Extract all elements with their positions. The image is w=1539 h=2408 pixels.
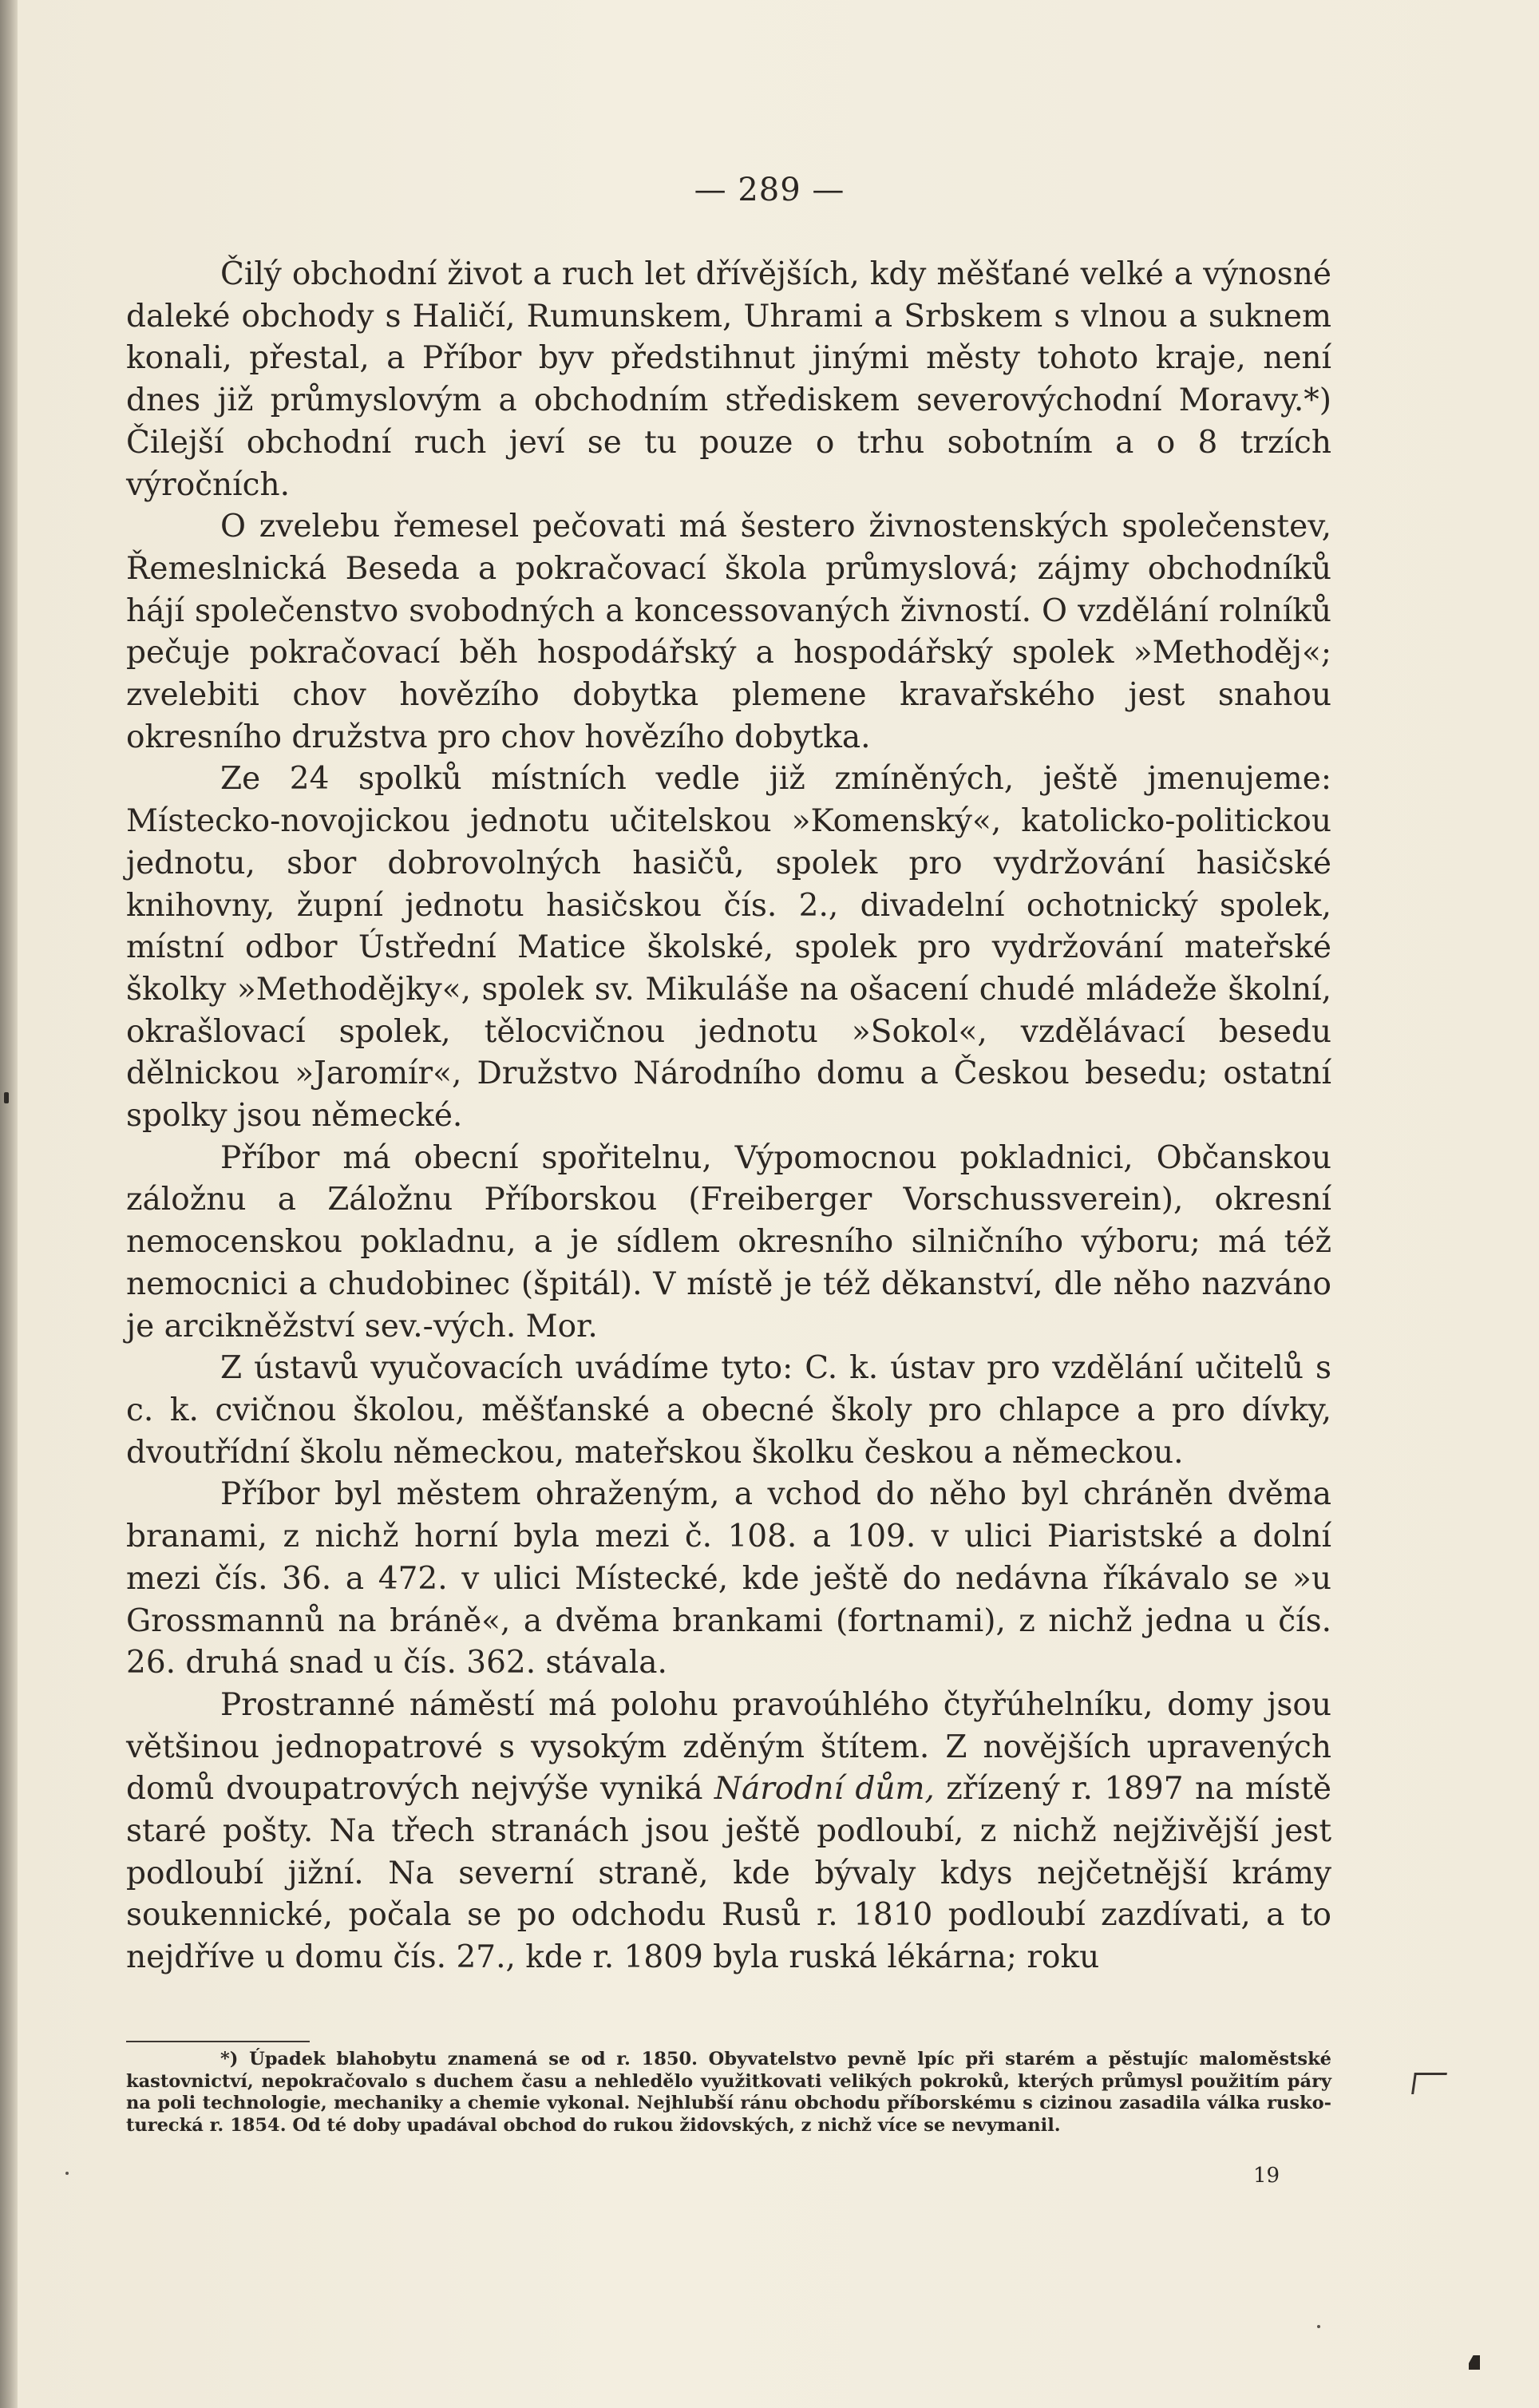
paragraph-7-before: Prostranné náměstí má polohu pravoúhlého čtyřúhelníku, domy jsou většinou jednopatrové s vysokým zděným štítem. Z novějších upravených domů dvoupatrových nejvýše vyniká — [126, 1686, 1331, 1808]
footnote — [126, 2049, 1331, 2137]
pencil-margin-mark — [1411, 2073, 1447, 2094]
margin-ink-mark — [4, 1092, 9, 1103]
paragraph-7 — [126, 1685, 1331, 1979]
main-text — [126, 254, 1331, 1979]
paragraph-3: Ze 24 spolků místních vedle již zmíněných, ještě jmenujeme: Místecko-novojickou jednotu učitelskou »Komenský«, katolicko-politickou jednotu, sbor dobrovolných hasičů, spolek pro vydržování hasičské knihovny, župní jednotu hasičskou čís. 2., divadelní ochotnický spolek, místní odbor Ústřední Matice školské, spolek pro vydržování mateřské školky »Methodějky«, spolek sv. Mikuláše na ošacení chudé mládeže školní, okrašlovací spolek, tělocvičnou jednotu »Sokol«, vzdělávací besedu dělnickou »Jaromír«, Družstvo Národního domu a Českou besedu; ostatní spolky jsou německé. — [126, 761, 1331, 1135]
paragraph-7-after: zřízený r. 1897 na místě staré pošty. Na třech stranách jsou ještě podloubí, z nichž nejživější jest podloubí jižní. Na severní straně, kde bývaly kdys nejčetnější krámy soukennické, počala se po odchodu Rusů r. 1810 podloubí zazdívati, a to nejdříve u domu čís. 27., kde r. 1809 byla ruská lékárna; roku — [126, 1771, 1331, 1976]
paragraph-2: O zvelebu řemesel pečovati má šestero živnostenských společenstev, Řemeslnická Beseda a pokračovací škola průmyslová; zájmy obchodníků hájí společenstvo svobodných a koncessovaných živností. O vzdělání rolníků pečuje pokračovací běh hospodářský a hospodářský spolek »Methoděj«; zvelebiti chov hovězího dobytka plemene kravařského jest snahou okresního družstva pro chov hovězího dobytka. — [126, 509, 1331, 755]
margin-speck — [1317, 2325, 1320, 2328]
signature-mark: 19 — [1253, 2164, 1280, 2188]
page-number-header: — 289 — — [694, 172, 845, 208]
margin-speck — [65, 2172, 69, 2175]
book-spine-shadow — [0, 0, 18, 2408]
footnote-text: *) Úpadek blahobytu znamená se od r. 1850. Obyvatelstvo pevně lpíc při starém a pěstujíc maloměstské kastovnictví, nepokračovalo s duchem času a nehledělo využitkovati velikých pokroků, kterých průmysl použitím páry na poli technologie, mechaniky a chemie vykonal. Nejhlubší ránu obchodu příborskému s cizinou zasadila válka rusko-turecká r. 1854. Od té doby upadával obchod do rukou židovských, z nichž více se nevymanil. — [126, 2049, 1331, 2136]
paragraph-1: Čilý obchodní život a ruch let dřívějších, kdy měšťané velké a výnosné daleké obchody s Haličí, Rumunskem, Uhrami a Srbskem s vlnou a suknem konali, přestal, a Příbor byv předstihnut jinými městy tohoto kraje, není dnes již průmyslovým a obchodním střediskem severovýchodní Moravy.*) Čilejší obchodní ruch jeví se tu pouze o trhu sobotním a o 8 trzích výročních. — [126, 256, 1331, 503]
paragraph-5: Z ústavů vyučovacích uvádíme tyto: C. k. ústav pro vzdělání učitelů s c. k. cvičnou školou, měšťanské a obecné školy pro chlapce a pro dívky, dvoutřídní školu německou, mateřskou školku českou a německou. — [126, 1350, 1331, 1471]
paragraph-7-italic: Národní dům, — [714, 1771, 935, 1808]
paragraph-4: Příbor má obecní spořitelnu, Výpomocnou pokladnici, Občanskou záložnu a Záložnu Příborskou (Freiberger Vorschussverein), okresní nemocenskou pokladnu, a je sídlem okresního silničního výboru; má též nemocnici a chudobinec (špitál). V místě je též děkanství, dle něho nazváno je arcikněžství sev.-vých. Mor. — [126, 1139, 1331, 1345]
paragraph-6: Příbor byl městem ohraženým, a vchod do něho byl chráněn dvěma branami, z nichž horní byla mezi č. 108. a 109. v ulici Piaristské a dolní mezi čís. 36. a 472. v ulici Místecké, kde ještě do nedávna říkávalo se »u Grossmannů na bráně«, a dvěma brankami (fortnami), z nichž jedna u čís. 26. druhá snad u čís. 362. stávala. — [126, 1476, 1331, 1681]
footnote-rule — [126, 2041, 310, 2042]
